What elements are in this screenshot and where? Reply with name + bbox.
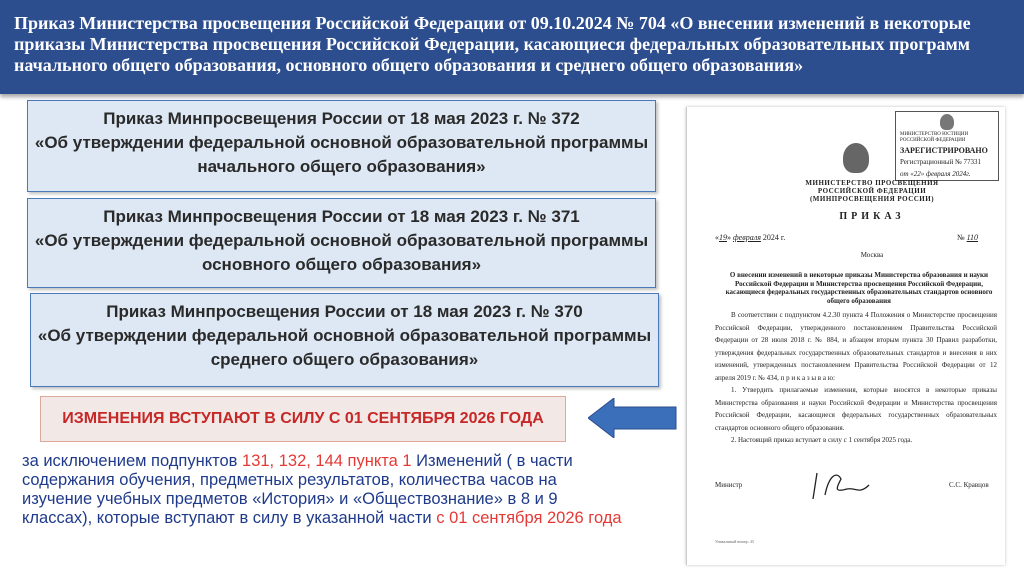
note-text: Изменений ( в части содержания обучения, предметных результатов, количества часов на изучение учебных предметов «История» и «Обществознание» в 8 и 9 классах), которые вступают в силу в указанной части (22, 452, 573, 527)
date-month: февраля (733, 233, 761, 242)
ministry-line: РОССИЙСКОЙ ФЕДЕРАЦИИ (817, 187, 927, 195)
order-box-371 (27, 198, 656, 288)
order-subject-end: начального общего образования» (197, 157, 486, 176)
stamp-number: Регистрационный № 77331 (900, 158, 981, 166)
order-title: Приказ Минпросвещения России от 18 мая 2023 г. № 370 (106, 302, 583, 321)
date-year: 2024 г. (762, 233, 786, 242)
document-city: Москва (860, 251, 884, 259)
number-sign: № (957, 233, 965, 242)
document-footer: Уникальный номер: 43 (715, 539, 754, 544)
document-body (715, 309, 997, 447)
coat-of-arms-icon (940, 114, 954, 130)
document-number (957, 233, 978, 242)
coat-of-arms-icon (843, 143, 869, 173)
exception-note (22, 452, 622, 528)
effective-date-banner: ИЗМЕНЕНИЯ ВСТУПАЮТ В СИЛУ С 01 СЕНТЯБРЯ 2026 ГОДА (40, 396, 566, 442)
note-text: за исключением подпунктов (22, 452, 243, 470)
document-subject: О внесении изменений в некоторые приказы Министерства образования и науки Российской Федерации и Министерства просвещения Российской Федерации, касающиеся федеральных государственных образовательных стандартов основного общего образования (725, 271, 993, 305)
date-quote: « (715, 233, 719, 242)
document-heading: ПРИКАЗ (839, 211, 905, 222)
order-subject-end: среднего общего образования» (210, 350, 479, 369)
document-paragraph: В соответствии с подпунктом 4.2.30 пункта 4 Положения о Министерстве просвещения Российской Федерации, утвержденного постановлением Правительства Российской Федерации от 28 июля 2018 г. № 884, и абзацем вторым пункта 30 Правил разработки, утверждения федеральных государственных образовательных стандартов и внесения в них изменений, утвержденных постановлением Правительства Российской Федерации от 12 апреля 2019 г. № 434, п р и к а з ы в а ю: (715, 311, 997, 382)
signer-title: Министр (715, 481, 743, 489)
signer-name: С.С. Кравцов (949, 481, 989, 489)
order-subject: «Об утверждении федеральной основной образовательной программы (34, 231, 649, 250)
note-highlight-date: с 01 сентября 2026 года (436, 509, 622, 527)
document-paragraph: 1. Утвердить прилагаемые изменения, которые вносятся в некоторые приказы Министерства образования и науки Российской Федерации и Министерства просвещения Российской Федерации, касающиеся федеральных государственных образовательных стандартов основного общего образования. (715, 386, 997, 432)
ministry-line: (МИНПРОСВЕЩЕНИЯ РОССИИ) (809, 195, 935, 203)
registration-stamp (895, 111, 999, 181)
order-box-370 (30, 293, 659, 387)
left-arrow-icon (588, 398, 678, 438)
number-value: 110 (966, 233, 979, 242)
ministry-line: МИНИСТЕРСТВО ПРОСВЕЩЕНИЯ (805, 179, 939, 187)
slide-title: Приказ Министерства просвещения Российской Федерации от 09.10.2024 № 704 «О внесении изменений в некоторые приказы Министерства просвещения Российской Федерации, касающиеся федеральных образовательных программ начального общего образования, основного общего образования и среднего общего образования» (14, 13, 971, 75)
order-subject: «Об утверждении федеральной основной образовательной программы (37, 326, 652, 345)
ministry-name (747, 179, 997, 203)
stamp-label: МИНИСТЕРСТВО ЮСТИЦИИ РОССИЙСКОЙ ФЕДЕРАЦИИ (900, 132, 969, 143)
stamp-date: от «22» февраля 2024г. (900, 170, 971, 178)
order-subject: «Об утверждении федеральной основной образовательной программы (34, 133, 649, 152)
date-day: 19 (719, 233, 727, 242)
order-box-372 (27, 100, 656, 192)
slide-header (0, 0, 1024, 94)
note-highlight-subpoints: 131, 132, 144 пункта 1 (242, 452, 412, 470)
document-date (715, 233, 785, 242)
stamp-title: ЗАРЕГИСТРИРОВАНО (900, 146, 988, 155)
signature-image (807, 465, 887, 505)
order-document-image (686, 107, 1005, 565)
date-quote: » (727, 233, 731, 242)
order-subject-end: основного общего образования» (201, 255, 482, 274)
order-title: Приказ Минпросвещения России от 18 мая 2023 г. № 371 (103, 207, 580, 226)
document-paragraph: 2. Настоящий приказ вступает в силу с 1 сентября 2025 года. (731, 436, 913, 444)
order-title: Приказ Минпросвещения России от 18 мая 2023 г. № 372 (103, 109, 580, 128)
